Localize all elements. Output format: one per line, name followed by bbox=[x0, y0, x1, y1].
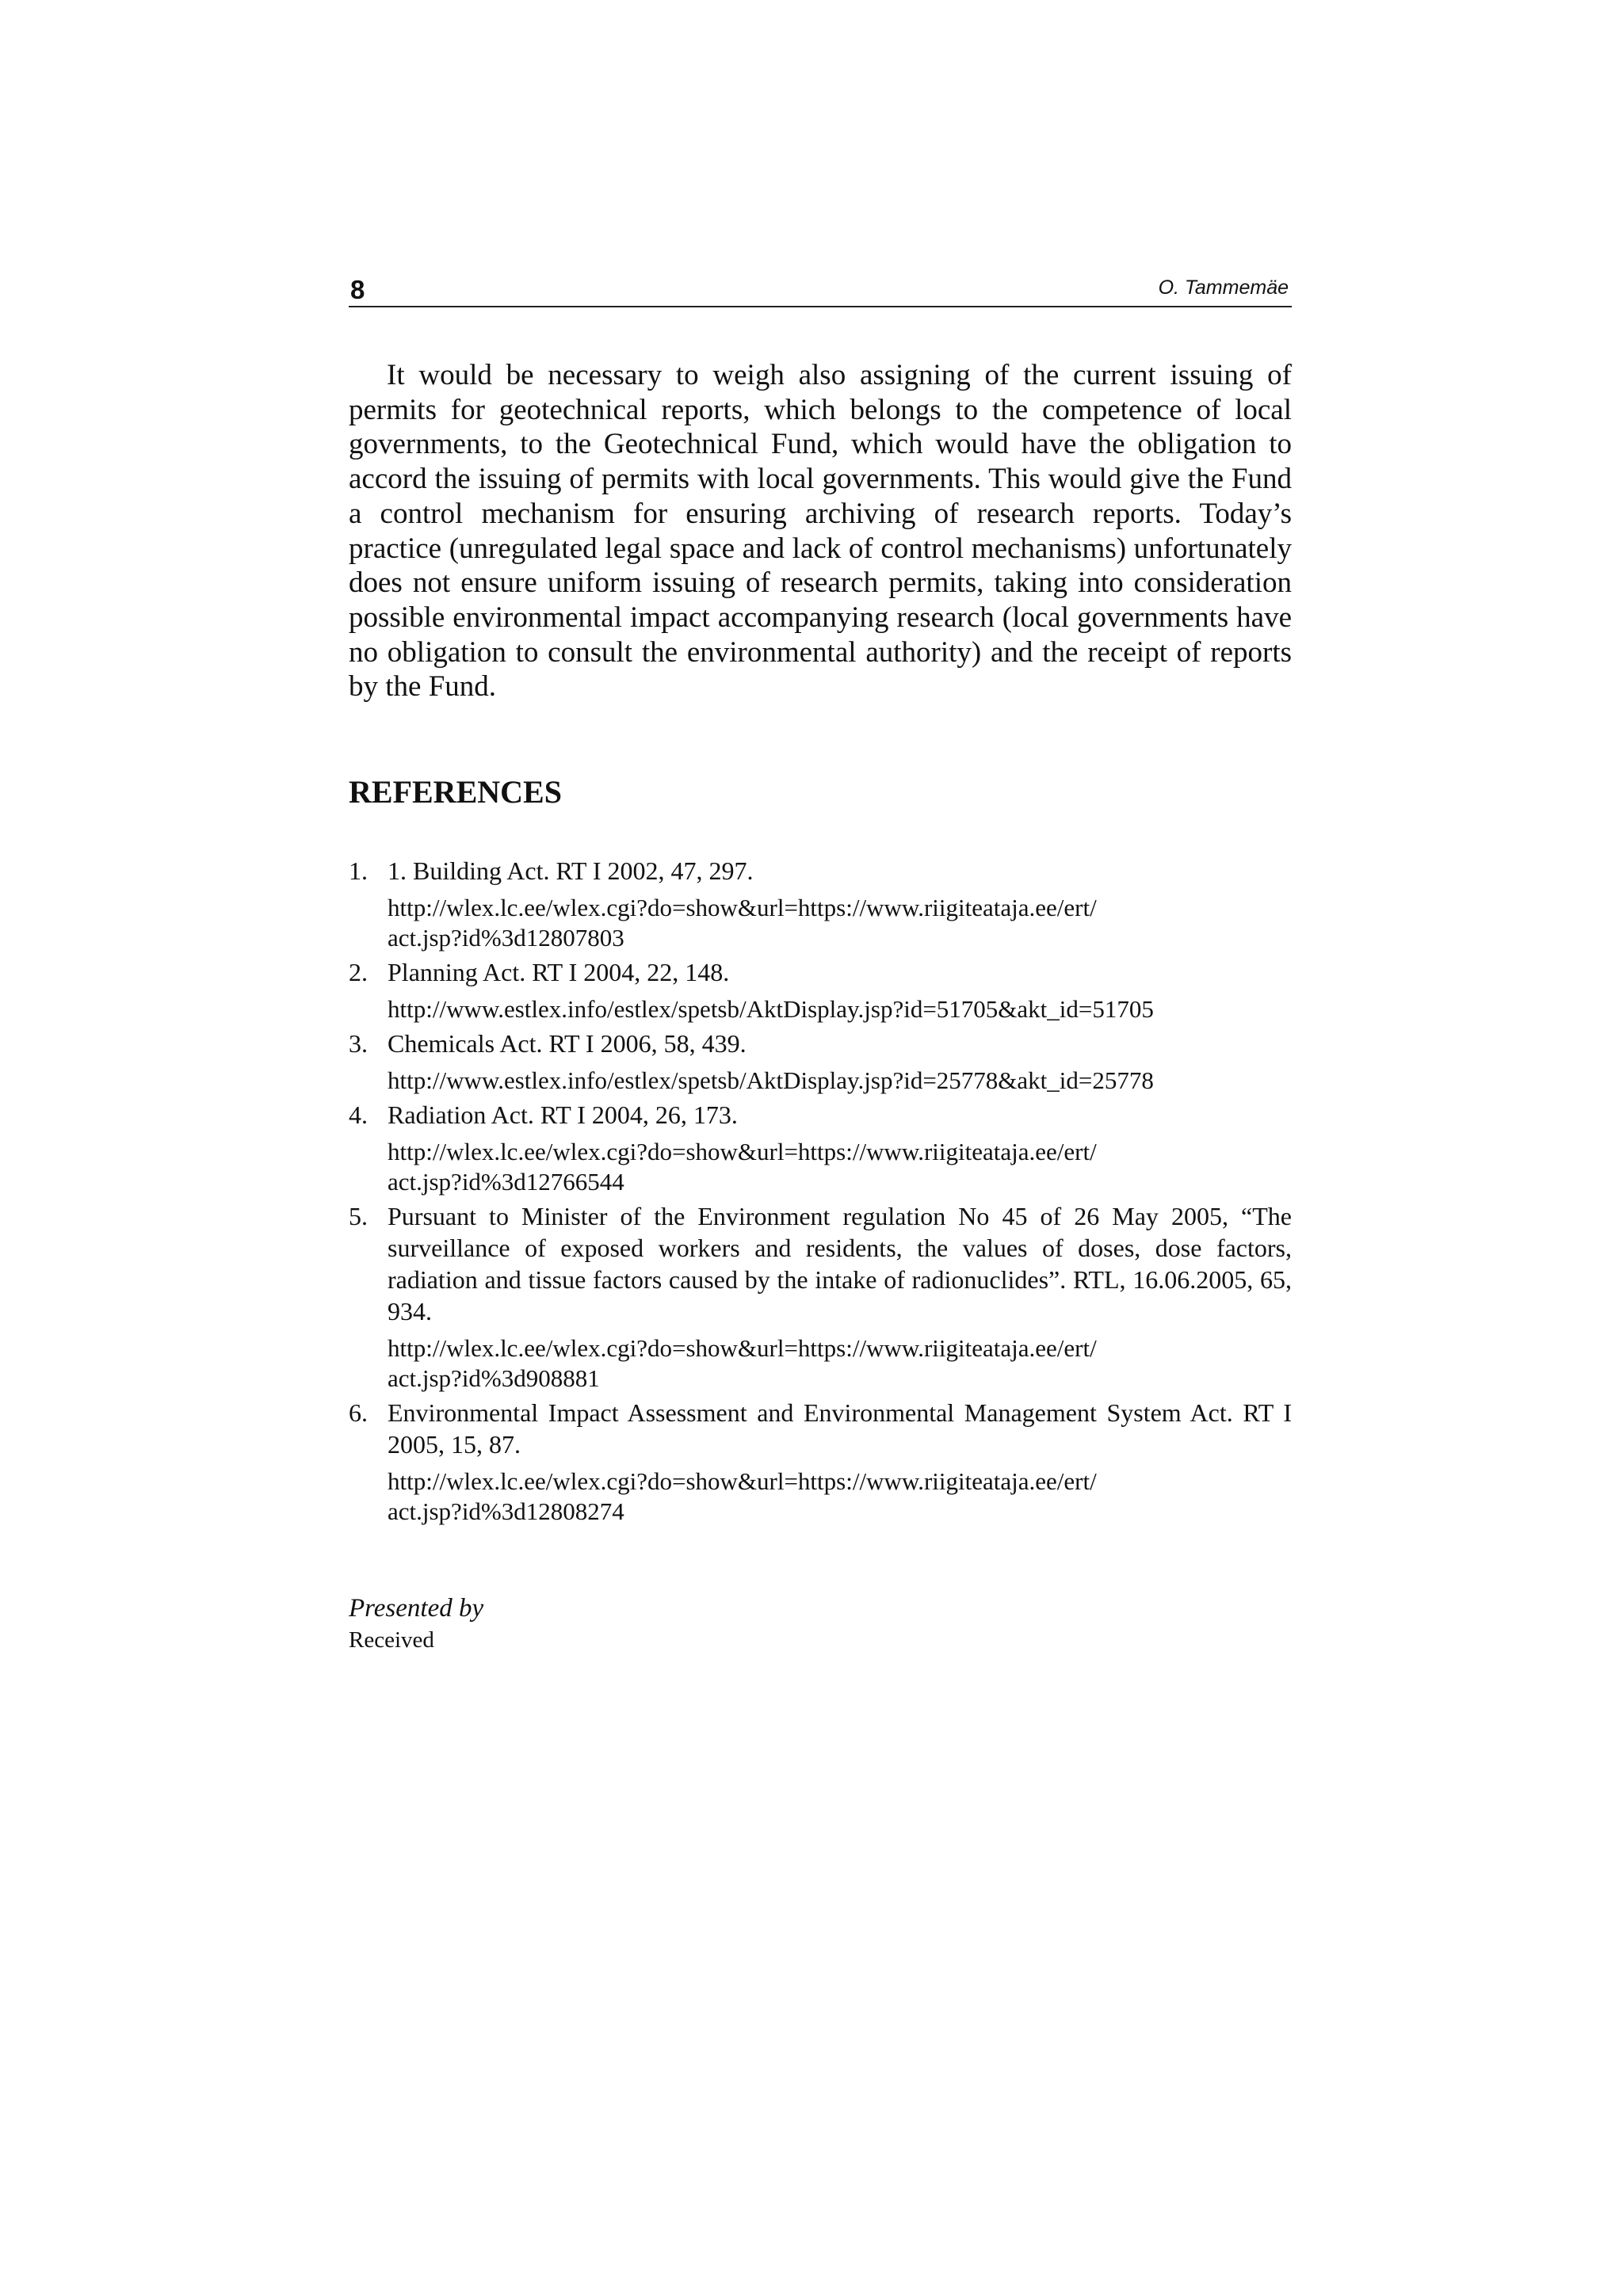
reference-body bbox=[388, 1028, 1292, 1096]
reference-item-6 bbox=[349, 1397, 1292, 1527]
running-author: O. Tammemäe bbox=[1158, 277, 1289, 299]
reference-url-line[interactable]: act.jsp?id%3d12808274 bbox=[388, 1497, 624, 1526]
reference-item-1 bbox=[349, 855, 1292, 953]
footer-block bbox=[349, 1592, 1292, 1655]
reference-url[interactable] bbox=[388, 1333, 1292, 1394]
reference-list bbox=[349, 855, 1292, 1527]
reference-url-line[interactable]: http://wlex.lc.ee/wlex.cgi?do=show&url=https://www.riigiteataja.ee/ert/ bbox=[388, 894, 1097, 922]
reference-url-line[interactable]: http://wlex.lc.ee/wlex.cgi?do=show&url=https://www.riigiteataja.ee/ert/ bbox=[388, 1138, 1097, 1166]
reference-number: 6. bbox=[349, 1398, 368, 1428]
reference-body bbox=[388, 1099, 1292, 1197]
reference-number: 3. bbox=[349, 1029, 368, 1058]
body-paragraph: It would be necessary to weigh also assigning of the current issuing of permits for geotechnical reports, which belongs to the competence of local governments, to the Geotechnical Fund, which would have the obligation to accord the issuing of permits with local governments. This would give the Fund a control mechanism for ensuring archiving of research reports. Today’s practice (unregulated legal space and lack of control mechanisms) unfortunately does not ensure uniform issuing of research permits, taking into consideration possible environmental impact accompanying research (local governments have no obligation to consult the environmental authority) and the receipt of reports by the Fund. bbox=[349, 359, 1292, 704]
reference-title: 1. Building Act. RT I 2002, 47, 297. bbox=[388, 856, 754, 886]
reference-item-5 bbox=[349, 1200, 1292, 1394]
reference-url-line[interactable]: http://www.estlex.info/estlex/spetsb/AktDisplay.jsp?id=25778&akt_id=25778 bbox=[388, 1066, 1154, 1095]
reference-body bbox=[388, 1200, 1292, 1394]
reference-title: Pursuant to Minister of the Environment regulation No 45 of 26 May 2005, “The surveillance of exposed workers and residents, the values of doses, dose factors, radiation and tissue factors caused by the intake of radionuclides”. RTL, 16.06.2005, 65, 934. bbox=[388, 1202, 1292, 1326]
page bbox=[349, 269, 1292, 1655]
running-head bbox=[349, 269, 1292, 307]
reference-body bbox=[388, 1397, 1292, 1527]
page-number: 8 bbox=[350, 275, 365, 304]
reference-number: 5. bbox=[349, 1202, 368, 1231]
reference-url-line[interactable]: act.jsp?id%3d12766544 bbox=[388, 1168, 624, 1196]
reference-title: Radiation Act. RT I 2004, 26, 173. bbox=[388, 1100, 738, 1130]
reference-body bbox=[388, 956, 1292, 1024]
reference-title: Planning Act. RT I 2004, 22, 148. bbox=[388, 958, 730, 987]
reference-url[interactable] bbox=[388, 1137, 1292, 1197]
reference-url-line[interactable]: http://www.estlex.info/estlex/spetsb/AktDisplay.jsp?id=51705&akt_id=51705 bbox=[388, 995, 1154, 1024]
reference-url[interactable] bbox=[388, 893, 1292, 953]
reference-title: Environmental Impact Assessment and Environmental Management System Act. RT I 2005, 15, 87. bbox=[388, 1398, 1292, 1459]
reference-item-2 bbox=[349, 956, 1292, 1024]
reference-url-line[interactable]: http://wlex.lc.ee/wlex.cgi?do=show&url=https://www.riigiteataja.ee/ert/ bbox=[388, 1334, 1097, 1363]
reference-url[interactable] bbox=[388, 1466, 1292, 1527]
reference-number: 2. bbox=[349, 958, 368, 987]
reference-body bbox=[388, 855, 1292, 953]
reference-url[interactable] bbox=[388, 994, 1292, 1024]
reference-item-3 bbox=[349, 1028, 1292, 1096]
reference-number: 1. bbox=[349, 856, 368, 886]
received-label: Received bbox=[349, 1627, 434, 1653]
reference-url-line[interactable]: act.jsp?id%3d908881 bbox=[388, 1364, 600, 1393]
presented-by-label: Presented by bbox=[349, 1594, 484, 1623]
reference-number: 4. bbox=[349, 1100, 368, 1130]
reference-url-line[interactable]: act.jsp?id%3d12807803 bbox=[388, 924, 624, 952]
references-heading: REFERENCES bbox=[349, 774, 562, 810]
reference-item-4 bbox=[349, 1099, 1292, 1197]
reference-url[interactable] bbox=[388, 1066, 1292, 1096]
reference-title: Chemicals Act. RT I 2006, 58, 439. bbox=[388, 1029, 747, 1058]
reference-url-line[interactable]: http://wlex.lc.ee/wlex.cgi?do=show&url=https://www.riigiteataja.ee/ert/ bbox=[388, 1467, 1097, 1496]
